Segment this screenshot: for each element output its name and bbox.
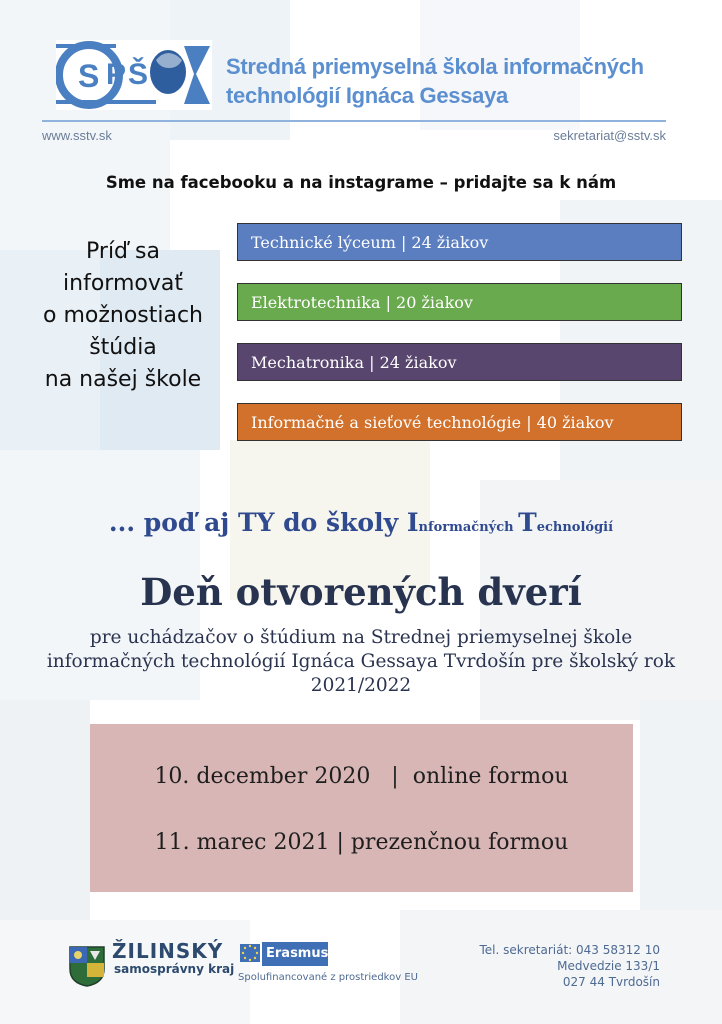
slogan-cap-t: T [518,508,537,537]
event-dates-box [90,724,633,892]
region-subtitle: samosprávny kraj [114,962,235,976]
invite-line: o možnostiach [42,303,203,328]
school-name-line2: technológií Ignáca Gessaya [226,83,508,108]
event-date-online: 10. december 2020 | online formou [154,764,569,789]
slogan-lead: ... poď aj TY do školy [108,508,407,537]
contact-phone: Tel. sekretariát: 043 58312 10 [479,943,660,957]
svg-text:S: S [78,58,100,94]
svg-text:P: P [106,58,127,91]
slogan [0,508,722,537]
region-logo [112,939,235,978]
region-crest-icon [68,945,106,987]
slogan-cap-i: I [406,508,419,537]
invite-line: štúdia [89,335,157,360]
program-list [237,223,682,463]
erasmus-label: Erasmus+ [266,946,340,961]
program-technicke-lyceum: Technické lýceum | 24 žiakov [237,223,682,261]
program-elektrotechnika: Elektrotechnika | 20 žiakov [237,283,682,321]
invite-line: na našej škole [44,367,202,392]
invite-line: Príď sa [86,239,160,264]
invite-line: informovať [63,271,183,296]
school-name [226,52,696,110]
event-date-onsite: 11. marec 2021 | prezenčnou formou [154,830,569,855]
school-name-line1: Stredná priemyselná škola informačných [226,54,644,79]
email-link[interactable]: sekretariat@sstv.sk [553,128,666,143]
program-informacne-technologie: Informačné a sieťové technológie | 40 žiakov [237,403,682,441]
svg-text:Š: Š [128,58,149,91]
cofunded-note: Spolufinancované z prostriedkov EU [238,972,418,983]
event-description: pre uchádzačov o štúdium na Strednej priemyselnej škole informačných technológií Ignáca Gessaya Tvrdošín pre školský rok 2021/2022 [46,627,676,696]
social-media-line: Sme na facebooku a na instagrame – pridajte sa k nám [105,173,617,192]
school-logo [56,40,212,110]
slogan-word-informacnych: nformačných [418,520,519,535]
program-mechatronika: Mechatronika | 24 žiakov [237,343,682,381]
contact-city: 027 44 Tvrdošín [562,975,660,989]
region-name: ŽILINSKÝ [112,939,224,963]
website-link[interactable]: www.sstv.sk [42,128,112,143]
invite-text [18,236,228,396]
event-title: Deň otvorených dverí [140,570,582,614]
header-divider [42,120,666,122]
contact-street: Medvedzie 133/1 [557,959,660,973]
slogan-word-technologii: echnológií [536,520,614,535]
contact-info [480,942,661,990]
